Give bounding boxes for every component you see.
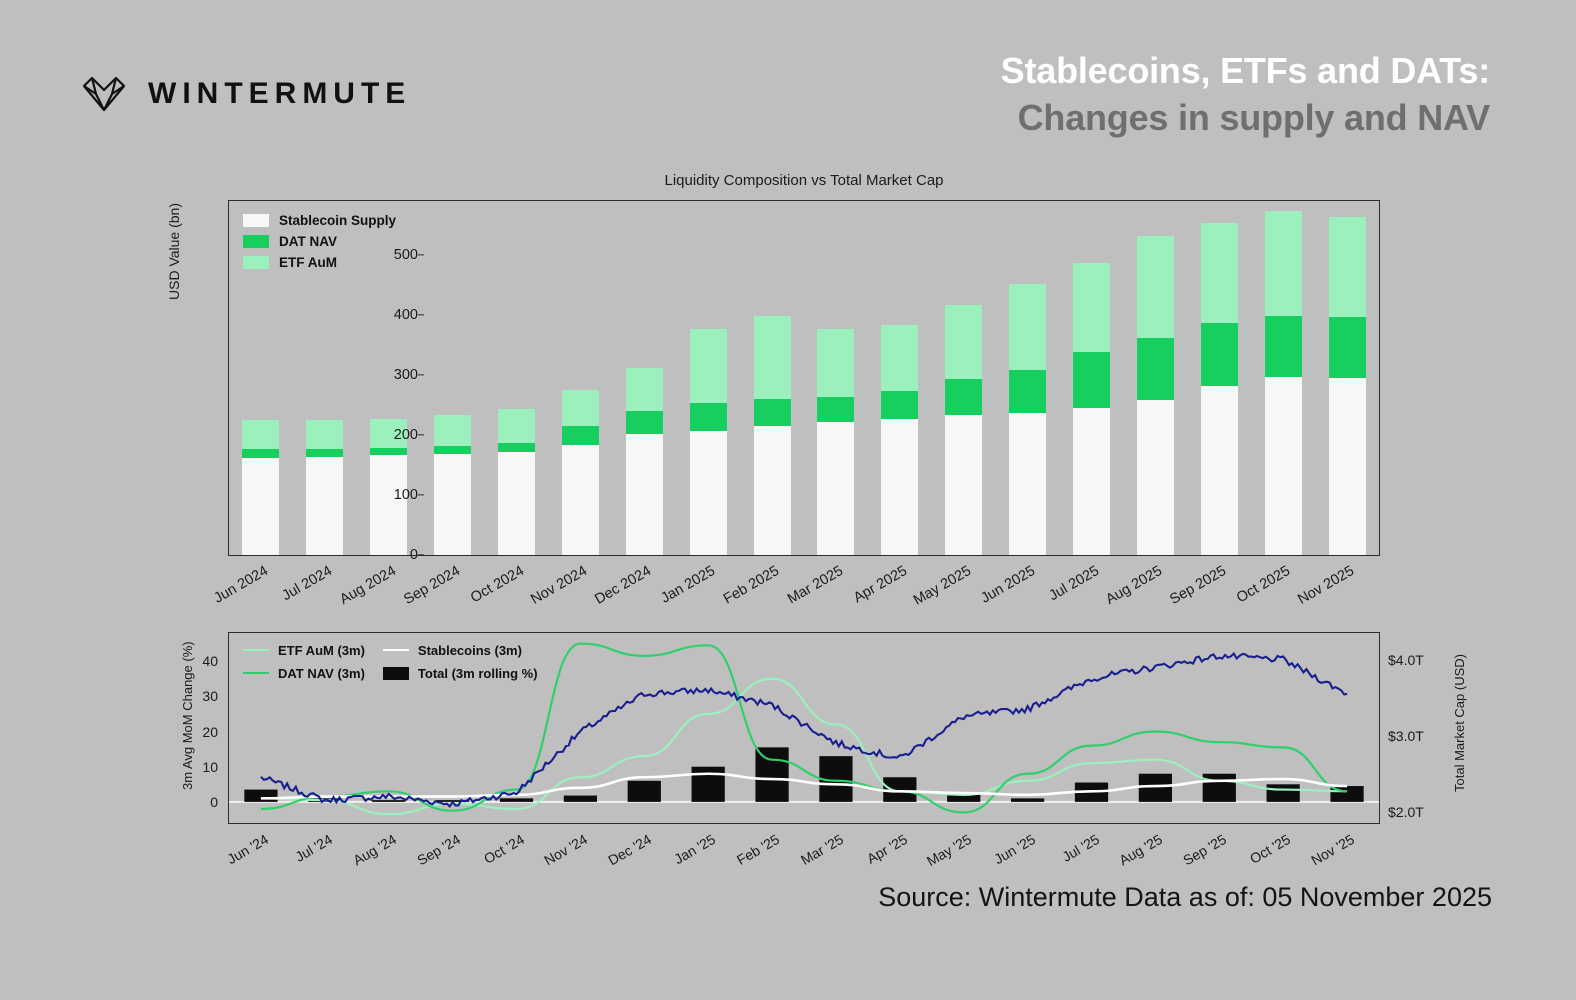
chart2-total-bar — [628, 781, 661, 802]
chart2-x-tick-3: Sep '24 — [413, 831, 463, 869]
chart2-line-stablecoins-3m- — [261, 774, 1347, 799]
chart2-x-tick-7: Jan '25 — [671, 831, 719, 868]
chart1-x-tick-4: Oct 2024 — [467, 563, 527, 607]
chart2-x-tick-13: Jul '25 — [1058, 831, 1102, 865]
chart1-legend-label: ETF AuM — [279, 255, 337, 270]
chart1-x-tick-11: May 2025 — [910, 563, 974, 609]
chart1-y-tick-1: 100 — [298, 487, 418, 503]
chart2-total-bar — [1139, 774, 1172, 802]
chart2-legend-label: Total (3m rolling %) — [417, 665, 538, 681]
page-subtitle: Changes in supply and NAV — [1017, 96, 1490, 138]
chart2-legend-column — [383, 640, 538, 683]
chart1-y-tick-0: 0 — [298, 547, 418, 563]
chart2-total-bar — [500, 798, 533, 802]
chart1-legend-label: DAT NAV — [279, 234, 337, 249]
chart2-legend-label: Stablecoins (3m) — [417, 642, 522, 658]
chart2-legend-swatch — [243, 649, 269, 651]
chart2-total-bar — [1011, 798, 1044, 802]
chart2-legend-item — [383, 663, 538, 683]
chart1-x-tick-6: Dec 2024 — [592, 563, 655, 608]
chart1-y-tick-3: 300 — [298, 367, 418, 383]
chart1-x-tick-1: Jul 2024 — [279, 563, 335, 605]
chart2-total-bar — [692, 767, 725, 802]
chart1-x-tick-14: Aug 2025 — [1103, 563, 1166, 608]
chart1-x-tick-13: Jul 2025 — [1046, 563, 1102, 605]
chart2-y-tick-4: 40 — [202, 653, 218, 670]
chart1-x-tick-3: Sep 2024 — [400, 563, 463, 608]
chart2-y-tick-2: 20 — [202, 723, 218, 740]
chart1-x-tick-8: Feb 2025 — [720, 563, 783, 608]
chart1-y-tick-2: 200 — [298, 427, 418, 443]
chart1-legend-label: Stablecoin Supply — [279, 213, 397, 228]
chart2-x-tick-4: Oct '24 — [480, 831, 527, 867]
chart1-x-tick-16: Oct 2025 — [1234, 563, 1294, 607]
chart2-total-bar — [755, 747, 788, 802]
chart2-legend-item — [243, 663, 365, 683]
source-note: Source: Wintermute Data as of: 05 November 2025 — [878, 882, 1492, 912]
chart2-legend-swatch — [383, 649, 409, 651]
chart2-x-tick-12: Jun '25 — [990, 831, 1038, 868]
chart2-legend-label: ETF AuM (3m) — [278, 642, 365, 658]
chart2-y-tick-0: 0 — [210, 793, 218, 810]
chart2-x-tick-10: Apr '25 — [863, 831, 910, 867]
chart2-total-bar — [244, 790, 277, 802]
chart2-x-tick-14: Aug '25 — [1116, 831, 1166, 869]
page-title: Stablecoins, ETFs and DATs: — [1000, 50, 1490, 91]
chart1-x-tick-9: Mar 2025 — [784, 563, 846, 608]
chart1-x-tick-5: Nov 2024 — [528, 563, 591, 608]
chart2-x-tick-8: Feb '25 — [733, 831, 783, 868]
chart2-y-axis-label: 3m Avg MoM Change (%) — [180, 641, 195, 790]
brand-name: WINTERMUTE — [148, 77, 412, 110]
chart1-y-axis-label: USD Value (bn) — [166, 202, 182, 300]
chart2-x-tick-1: Jul '24 — [292, 831, 335, 865]
chart1-x-tick-10: Apr 2025 — [850, 563, 910, 607]
chart2-total-bar — [1267, 784, 1300, 802]
chart1-x-tick-17: Nov 2025 — [1295, 563, 1358, 608]
chart2-legend — [243, 640, 538, 683]
chart2-total-bar — [1203, 774, 1236, 802]
chart2-x-tick-11: May '25 — [923, 831, 974, 870]
chart2-legend-swatch — [383, 667, 409, 680]
chart1-x-tick-7: Jan 2025 — [658, 563, 719, 607]
chart2-x-tick-6: Dec '24 — [605, 831, 655, 869]
chart2-y-tick-right-2: $4.0T — [1388, 651, 1424, 668]
chart2-legend-item — [383, 640, 538, 660]
chart2-y-tick-right-1: $3.0T — [1388, 727, 1424, 744]
chart1-x-tick-0: Jun 2024 — [211, 563, 271, 607]
chart1-y-tick-5: 500 — [298, 247, 418, 263]
chart2-x-tick-0: Jun '24 — [224, 831, 271, 868]
chart1-x-tick-2: Aug 2024 — [336, 563, 399, 608]
chart2-y-axis-label-right: Total Market Cap (USD) — [1452, 654, 1467, 792]
chart2-total-bar — [564, 796, 597, 802]
chart1-x-tick-12: Jun 2025 — [977, 563, 1038, 607]
chart1-y-tick-4: 400 — [298, 307, 418, 323]
chart2-x-tick-17: Nov '25 — [1308, 831, 1358, 869]
chart2-y-tick-right-0: $2.0T — [1388, 803, 1424, 820]
chart2-line-etf-aum-3m- — [261, 679, 1347, 814]
chart2-y-tick-1: 10 — [202, 758, 218, 775]
chart2-legend-column — [243, 640, 365, 683]
chart2-x-tick-2: Aug '24 — [349, 831, 399, 869]
chart2-x-tick-16: Oct '25 — [1247, 831, 1294, 867]
chart2-legend-item — [243, 640, 365, 660]
chart2-y-tick-3: 30 — [202, 688, 218, 705]
chart1-title: Liquidity Composition vs Total Market Cap — [664, 172, 944, 189]
chart2-x-tick-5: Nov '24 — [541, 831, 591, 869]
chart2-legend-label: DAT NAV (3m) — [278, 665, 365, 681]
chart2-x-tick-15: Sep '25 — [1180, 831, 1230, 869]
chart2-x-tick-9: Mar '25 — [797, 831, 846, 868]
chart2-legend-swatch — [243, 672, 269, 674]
chart1-x-tick-15: Sep 2025 — [1167, 563, 1230, 608]
chart2-total-bar — [372, 800, 405, 802]
